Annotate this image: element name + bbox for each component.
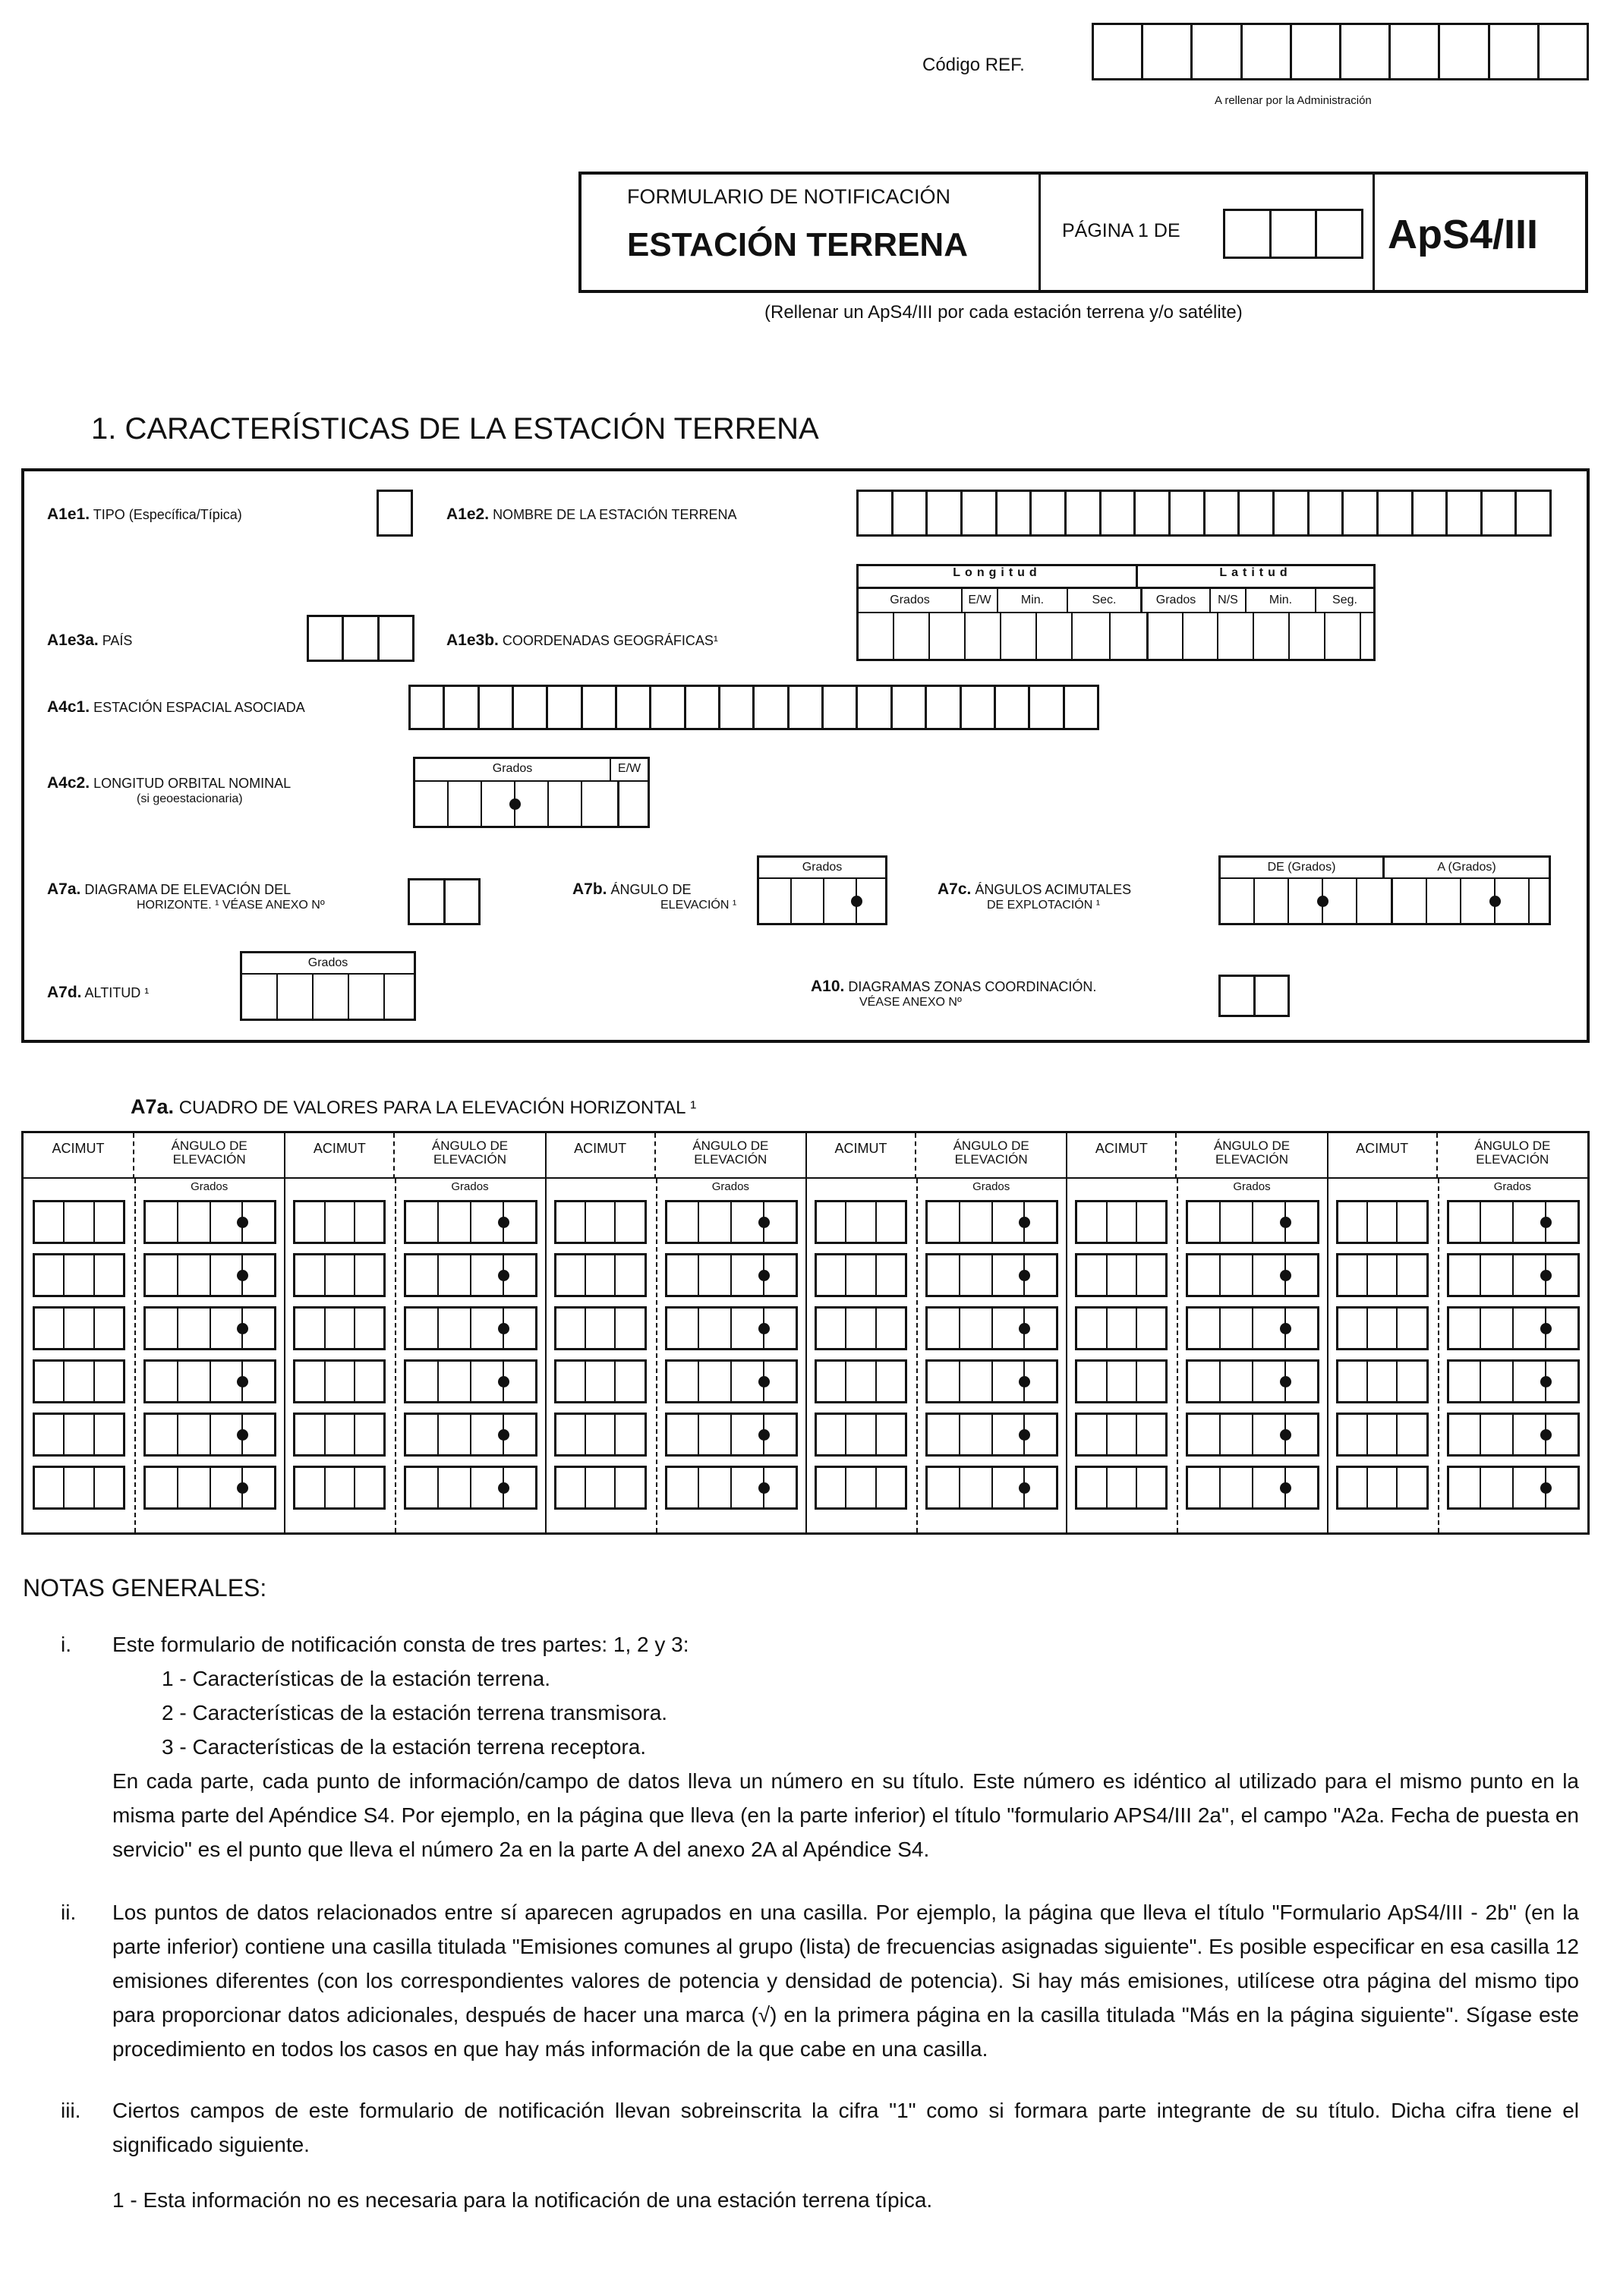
note-i-number: i. [61,1633,71,1656]
decimal-dot-icon [498,1217,509,1228]
acimut-input[interactable] [1075,1359,1168,1403]
a7c-label: A7c. ÁNGULOS ACIMUTALES [938,880,1132,898]
header-angulo-line1: ÁNGULO DE [431,1139,509,1153]
column-divider [395,1179,396,1532]
decimal-dot-icon [851,896,862,907]
a7d-altitud-field[interactable] [240,951,416,1021]
a10-label-note: VÉASE ANEXO Nº [859,996,962,1009]
a10-label: A10. DIAGRAMAS ZONAS COORDINACIÓN. [811,978,1097,995]
a7c-angulos-acimutales-field[interactable] [1218,855,1551,925]
decimal-dot-icon [1280,1323,1291,1334]
acimut-input[interactable] [554,1413,647,1457]
decimal-dot-icon [1019,1270,1030,1281]
decimal-dot-icon [1019,1376,1030,1387]
section1-title: 1. CARACTERÍSTICAS DE LA ESTACIÓN TERRENA [91,412,819,446]
a1e3a-label: A1e3a. PAÍS [47,631,133,649]
header-acimut: ACIMUT [24,1133,134,1179]
decimal-dot-icon [1019,1482,1030,1494]
note-iii [61,2093,1579,2217]
elevacion-input[interactable] [1447,1200,1580,1244]
decimal-dot-icon [237,1376,248,1387]
decimal-dot-icon [498,1429,509,1441]
decimal-dot-icon [1540,1482,1552,1494]
elevacion-input[interactable] [1447,1306,1580,1350]
decimal-dot-icon [1540,1323,1552,1334]
acimut-input[interactable] [293,1253,386,1297]
decimal-dot-icon [498,1270,509,1281]
decimal-dot-icon [1019,1217,1030,1228]
acimut-input[interactable] [293,1200,386,1244]
acimut-input[interactable] [33,1466,125,1510]
coord-sub-grados-lon: Grados [859,589,963,612]
decimal-dot-icon [1280,1482,1291,1494]
latitud-header: Latitud [1219,566,1292,579]
acimut-input[interactable] [1075,1413,1168,1457]
elevacion-input[interactable] [404,1413,537,1457]
a7b-angulo-elevacion-field[interactable] [757,855,887,925]
header-angulo-line2: ELEVACIÓN [1215,1151,1289,1167]
decimal-dot-icon [758,1323,770,1334]
acimut-input[interactable] [1336,1413,1429,1457]
decimal-dot-icon [509,798,521,810]
note-i-item-2: 2 - Características de la estación terrena transmisora. [162,1701,668,1724]
note-ii [61,1895,1579,2066]
a7d-grados-header: Grados [242,953,414,975]
header-angulo-line2: ELEVACIÓN [433,1151,507,1167]
column-divider [134,1179,136,1532]
elevacion-input[interactable] [404,1359,537,1403]
acimut-input[interactable] [293,1466,386,1510]
a4c2-label-note: (si geoestacionaria) [137,792,243,805]
header-acimut: ACIMUT [284,1133,395,1179]
decimal-dot-icon [1540,1217,1552,1228]
note-ii-number: ii. [61,1901,77,1924]
acimut-input[interactable] [815,1466,907,1510]
elevacion-input[interactable] [404,1253,537,1297]
column-divider [1438,1179,1439,1532]
column-divider [805,1179,807,1532]
column-divider [1327,1179,1328,1532]
note-i-body: En cada parte, cada punto de información/campo de datos lleva un número en su título. Este número es idéntico al utilizado para el mismo punto en la misma parte del Apéndice S4. Por ejemplo, en la página que lleva (en la parte inferior) el título "formulario APS4/III 2a", el campo "A2a. Fecha de puesta en servicio" es el punto que lleva el número 2a en la parte A del anexo 2A al Apéndice S4. [112,1769,1579,1861]
elevacion-input[interactable] [665,1359,798,1403]
acimut-input[interactable] [1336,1200,1429,1244]
decimal-dot-icon [1019,1323,1030,1334]
elevacion-input[interactable] [1447,1253,1580,1297]
codigo-ref-note: A rellenar por la Administración [1215,94,1372,107]
a7d-label: A7d. ALTITUD ¹ [47,984,150,1001]
a4c1-label: A4c1. ESTACIÓN ESPACIAL ASOCIADA [47,698,305,716]
acimut-input[interactable] [33,1413,125,1457]
column-divider [545,1179,547,1532]
header-angulo-line2: ELEVACIÓN [694,1151,767,1167]
coord-sub-min-lat: Min. [1247,589,1316,612]
header-angulo-line1: ÁNGULO DE [953,1139,1029,1153]
form-title-line2: ESTACIÓN TERRENA [627,226,968,263]
decimal-dot-icon [1280,1376,1291,1387]
elevacion-input[interactable] [925,1306,1058,1350]
elevacion-input[interactable] [143,1200,276,1244]
acimut-input[interactable] [33,1200,125,1244]
header-angulo-line2: ELEVACIÓN [172,1151,246,1167]
acimut-input[interactable] [815,1253,907,1297]
elevacion-input[interactable] [1186,1200,1319,1244]
acimut-input[interactable] [1336,1306,1429,1350]
decimal-dot-icon [498,1323,509,1334]
a7c-de-header: DE (Grados) [1221,858,1385,879]
elevacion-input[interactable] [1186,1306,1319,1350]
elevacion-input[interactable] [143,1413,276,1457]
header-acimut: ACIMUT [545,1133,656,1179]
column-divider [916,1179,918,1532]
elevacion-input[interactable] [665,1466,798,1510]
decimal-dot-icon [758,1482,770,1494]
codigo-ref-field[interactable] [1092,23,1589,80]
decimal-dot-icon [1489,896,1501,907]
decimal-dot-icon [237,1429,248,1441]
column-divider [1177,1179,1178,1532]
elevacion-input[interactable] [1447,1359,1580,1403]
header-angulo-elevacion [656,1133,805,1179]
header-angulo-elevacion [395,1133,544,1179]
acimut-input[interactable] [815,1306,907,1350]
decimal-dot-icon [758,1376,770,1387]
decimal-dot-icon [758,1217,770,1228]
notes-body [61,1627,1579,2217]
a4c2-longitud-orbital-field[interactable] [413,757,650,828]
elevacion-input[interactable] [925,1413,1058,1457]
column-divider [1066,1179,1067,1532]
decimal-dot-icon [1540,1270,1552,1281]
decimal-dot-icon [1019,1429,1030,1441]
elevacion-input[interactable] [1447,1413,1580,1457]
a1e1-label: A1e1. TIPO (Específica/Típica) [47,505,242,523]
coord-sub-min-lon: Min. [998,589,1068,612]
header-angulo-line1: ÁNGULO DE [1213,1139,1291,1153]
page-label: PÁGINA 1 DE [1062,220,1180,241]
header-acimut: ACIMUT [1066,1133,1177,1179]
grados-label: Grados [1493,1180,1531,1193]
elevacion-input[interactable] [404,1466,537,1510]
note-iii-body: Ciertos campos de este formulario de notificación llevan sobreinscrita la cifra "1" como si formara parte integrante de su título. Dicha cifra tiene el significado siguiente. [112,2099,1579,2156]
a7a-anexo-field[interactable] [408,878,481,925]
decimal-dot-icon [1280,1270,1291,1281]
elevacion-input[interactable] [925,1200,1058,1244]
note-iii-number: iii. [61,2099,81,2122]
elevacion-input[interactable] [143,1359,276,1403]
elevacion-input[interactable] [143,1306,276,1350]
column-divider [656,1179,657,1532]
acimut-input[interactable] [33,1306,125,1350]
acimut-input[interactable] [293,1359,386,1403]
acimut-input[interactable] [33,1359,125,1403]
a7c-a-header: A (Grados) [1385,858,1549,879]
a4c2-ew-header: E/W [611,759,648,782]
a7c-label-note: DE EXPLOTACIÓN ¹ [987,899,1101,912]
decimal-dot-icon [758,1429,770,1441]
acimut-input[interactable] [554,1359,647,1403]
a7b-label-note: ELEVACIÓN ¹ [660,899,737,912]
elevacion-input[interactable] [1447,1466,1580,1510]
elevacion-input[interactable] [143,1466,276,1510]
elevacion-input[interactable] [404,1306,537,1350]
a1e3b-label: A1e3b. COORDENADAS GEOGRÁFICAS¹ [446,631,718,649]
elevacion-input[interactable] [925,1466,1058,1510]
grados-label: Grados [1233,1180,1271,1193]
note-i [61,1627,1579,1866]
a1e2-label: A1e2. NOMBRE DE LA ESTACIÓN TERRENA [446,505,737,523]
acimut-input[interactable] [1075,1306,1168,1350]
decimal-dot-icon [237,1323,248,1334]
header-angulo-line1: ÁNGULO DE [171,1139,247,1153]
acimut-input[interactable] [1075,1253,1168,1297]
column-divider [284,1179,285,1532]
coord-sub-sec: Sec. [1068,589,1143,612]
a4c1-estacion-espacial-field[interactable] [408,685,1099,730]
elevacion-input[interactable] [1186,1253,1319,1297]
acimut-input[interactable] [1336,1253,1429,1297]
form-title-line1: FORMULARIO DE NOTIFICACIÓN [627,185,951,208]
acimut-input[interactable] [815,1413,907,1457]
a10-anexo-field[interactable] [1218,975,1290,1017]
a4c2-grados-header: Grados [415,759,611,782]
acimut-input[interactable] [815,1200,907,1244]
elevacion-input[interactable] [665,1413,798,1457]
grados-label: Grados [451,1180,489,1193]
a4c2-label: A4c2. LONGITUD ORBITAL NOMINAL [47,774,292,792]
fill-note: (Rellenar un ApS4/III por cada estación terrena y/o satélite) [764,302,1243,323]
elevacion-input[interactable] [1186,1466,1319,1510]
acimut-input[interactable] [554,1306,647,1350]
header-angulo-elevacion [916,1133,1066,1179]
elevacion-input[interactable] [665,1253,798,1297]
coord-sub-ns: N/S [1211,589,1247,612]
acimut-input[interactable] [554,1466,647,1510]
a1e2-nombre-field[interactable] [856,490,1552,537]
header-angulo-line2: ELEVACIÓN [954,1151,1028,1167]
decimal-dot-icon [1540,1429,1552,1441]
a7a-label: A7a. DIAGRAMA DE ELEVACIÓN DEL [47,880,292,898]
acimut-input[interactable] [1075,1466,1168,1510]
header-acimut: ACIMUT [1327,1133,1438,1179]
a7b-label: A7b. ÁNGULO DE [572,880,692,898]
grados-label: Grados [711,1180,749,1193]
notes-title: NOTAS GENERALES: [23,1574,267,1602]
elevacion-input[interactable] [665,1200,798,1244]
acimut-input[interactable] [293,1413,386,1457]
acimut-input[interactable] [554,1200,647,1244]
acimut-input[interactable] [293,1306,386,1350]
a7a-label-note: HORIZONTE. ¹ VÉASE ANEXO Nº [137,899,325,912]
longitud-header: Longitud [953,566,1042,579]
elevacion-input[interactable] [1186,1359,1319,1403]
header-angulo-elevacion [1438,1133,1587,1179]
elevacion-input[interactable] [665,1306,798,1350]
header-angulo-line1: ÁNGULO DE [692,1139,769,1153]
a1e3a-pais-field[interactable] [307,615,414,662]
elev-values-table [21,1131,1590,1535]
page-total-field[interactable] [1223,209,1363,259]
header-angulo-line2: ELEVACIÓN [1476,1151,1549,1167]
decimal-dot-icon [1540,1376,1552,1387]
elevacion-input[interactable] [143,1253,276,1297]
a1e3b-coordenadas-field[interactable] [856,564,1376,661]
coord-sub-grados-lat: Grados [1143,589,1211,612]
decimal-dot-icon [498,1482,509,1494]
form-header-box [578,172,1588,293]
acimut-input[interactable] [815,1359,907,1403]
a7b-grados-header: Grados [759,858,885,879]
decimal-dot-icon [237,1482,248,1494]
acimut-input[interactable] [1075,1200,1168,1244]
acimut-input[interactable] [1336,1466,1429,1510]
elevacion-input[interactable] [1186,1413,1319,1457]
acimut-input[interactable] [554,1253,647,1297]
grados-label: Grados [972,1180,1010,1193]
note-i-item-1: 1 - Características de la estación terrena. [162,1667,551,1690]
decimal-dot-icon [1280,1429,1291,1441]
header-acimut: ACIMUT [805,1133,916,1179]
header-angulo-line1: ÁNGULO DE [1474,1139,1551,1153]
decimal-dot-icon [1280,1217,1291,1228]
elev-table-title: A7a. CUADRO DE VALORES PARA LA ELEVACIÓN HORIZONTAL ¹ [131,1095,697,1118]
acimut-input[interactable] [1336,1359,1429,1403]
decimal-dot-icon [758,1270,770,1281]
acimut-input[interactable] [33,1253,125,1297]
note-i-item-3: 3 - Características de la estación terrena receptora. [162,1735,647,1759]
elevacion-input[interactable] [925,1359,1058,1403]
header-angulo-elevacion [134,1133,284,1179]
form-code: ApS4/III [1388,212,1539,257]
note-ii-body: Los puntos de datos relacionados entre sí aparecen agrupados en una casilla. Por ejemplo, la página que lleva el título "Formulario ApS4/III - 2b" (en la parte inferior) contiene una casilla titulada "Emisiones comunes al grupo (lista) de frecuencias asignadas siguiente". Es posible especificar en esa casilla 12 emisiones diferentes (con los correspondientes valores de potencia y densidad de potencia). Si hay más emisiones, utilícese otra página del mismo tipo para proporcionar datos adicionales, después de hacer una marca (√) en la primera página en la casilla titulada "Más en la página siguiente". Sígase este procedimiento en todos los casos en que hay más información de la que cabe en una casilla. [112,1901,1579,2061]
decimal-dot-icon [237,1217,248,1228]
note-iii-item: 1 - Esta información no es necesaria para la notificación de una estación terrena típica. [112,2188,933,2212]
coord-sub-seg: Seg. [1332,594,1357,606]
header-angulo-elevacion [1177,1133,1326,1179]
elevacion-input[interactable] [404,1200,537,1244]
note-i-intro: Este formulario de notificación consta de tres partes: 1, 2 y 3: [112,1633,689,1656]
codigo-ref-label: Código REF. [922,55,1025,75]
decimal-dot-icon [237,1270,248,1281]
elevacion-input[interactable] [925,1253,1058,1297]
a1e1-tipo-field[interactable] [377,490,413,537]
grados-label: Grados [191,1180,229,1193]
decimal-dot-icon [1317,896,1328,907]
decimal-dot-icon [498,1376,509,1387]
coord-sub-ew: E/W [963,589,998,612]
